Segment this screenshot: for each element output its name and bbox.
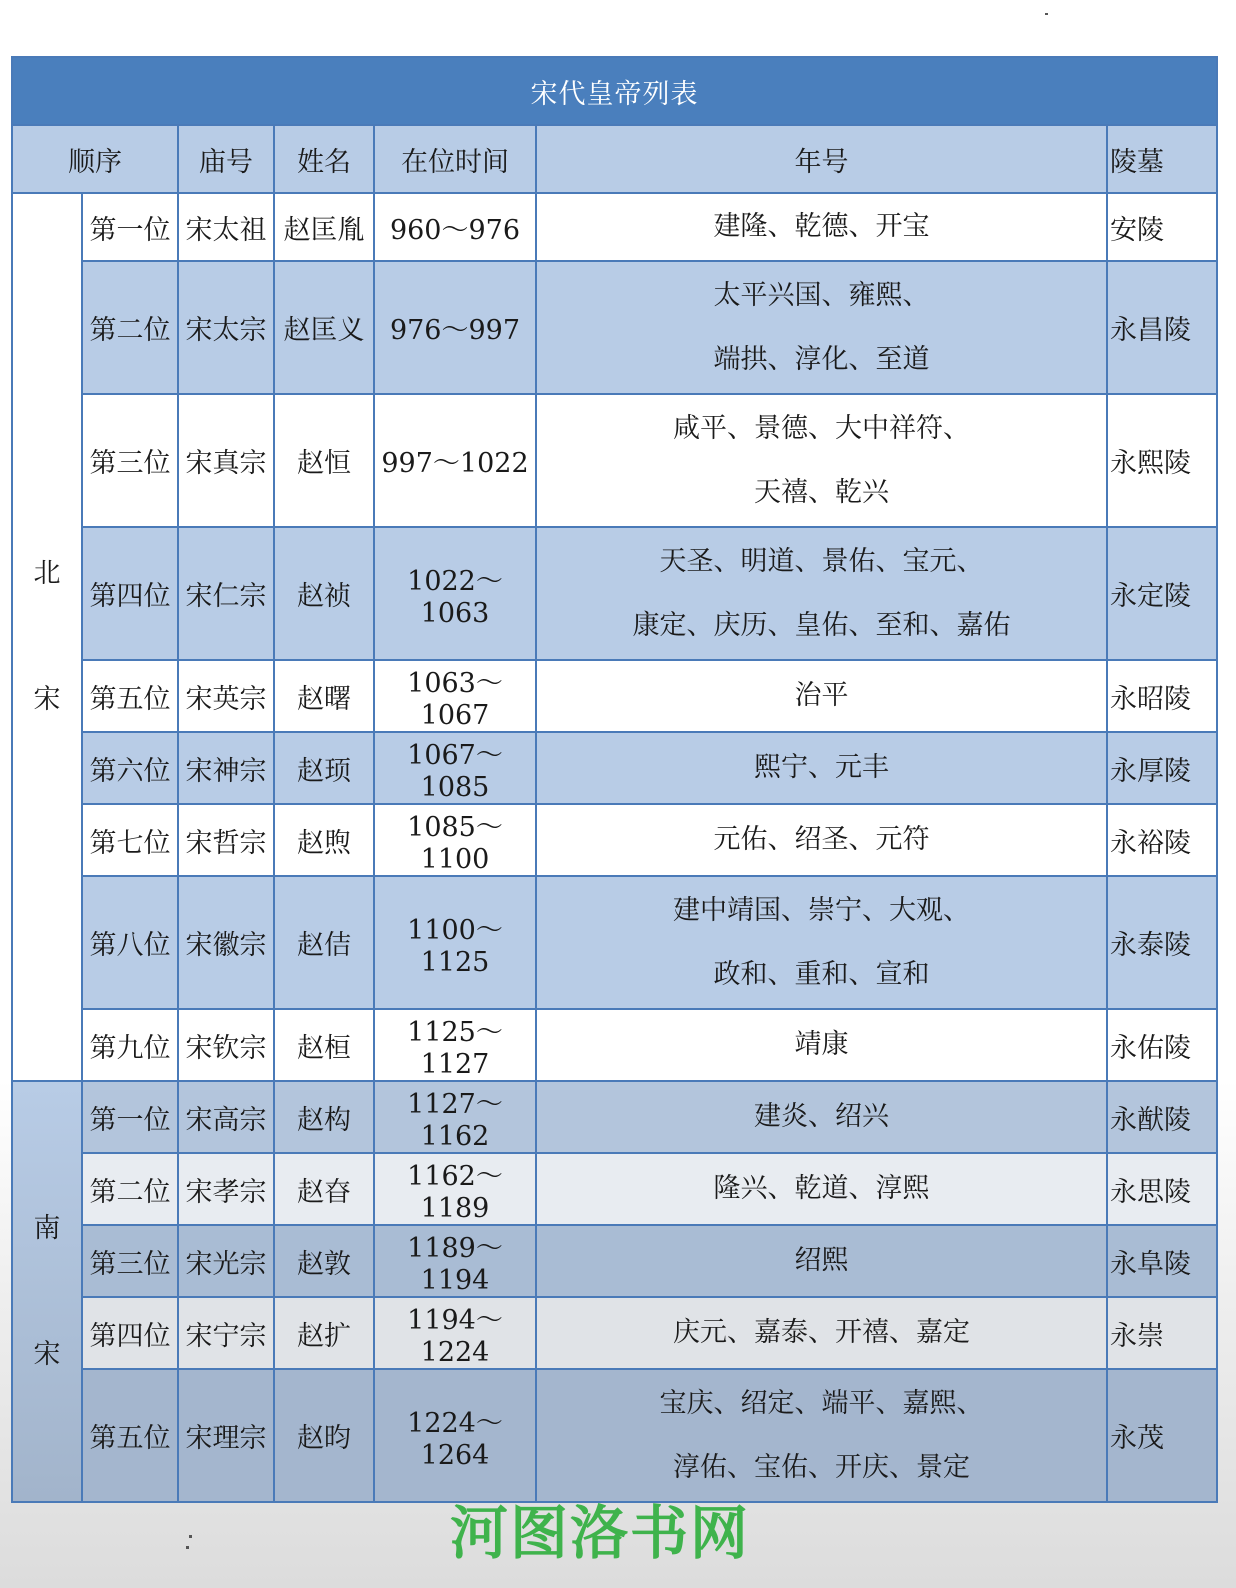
cell-era-names <box>536 660 1107 732</box>
cell-name: 赵敦 <box>274 1225 374 1297</box>
cell-tomb: 永佑陵 <box>1107 1009 1217 1081</box>
cell-temple-name: 宋仁宗 <box>178 527 274 660</box>
cell-name: 赵匡义 <box>274 261 374 394</box>
cell-temple-name: 宋宁宗 <box>178 1297 274 1369</box>
table-row <box>12 1369 1217 1502</box>
era-line: 靖康 <box>794 1029 849 1060</box>
cell-tomb: 永定陵 <box>1107 527 1217 660</box>
cell-era-names <box>536 1081 1107 1153</box>
table-row <box>12 660 1217 732</box>
cell-name: 赵顼 <box>274 732 374 804</box>
cell-temple-name: 宋真宗 <box>178 394 274 527</box>
table-row <box>12 1153 1217 1225</box>
cell-name: 赵昀 <box>274 1369 374 1502</box>
cell-reign: 1194～1224 <box>374 1297 536 1369</box>
cell-era-names <box>536 1297 1107 1369</box>
cell-reign: 997～1022 <box>374 394 536 527</box>
header-name: 姓名 <box>274 125 374 193</box>
table-row <box>12 527 1217 660</box>
era-line: 淳佑、宝佑、开庆、景定 <box>673 1451 970 1483</box>
cell-name: 赵祯 <box>274 527 374 660</box>
dynasty-label-char: 南 <box>33 1212 61 1244</box>
table-row <box>12 1225 1217 1297</box>
table-row <box>12 1009 1217 1081</box>
cell-tomb: 永裕陵 <box>1107 804 1217 876</box>
cell-reign: 1067～1085 <box>374 732 536 804</box>
cell-name: 赵恒 <box>274 394 374 527</box>
cell-era-names <box>536 1009 1107 1081</box>
cell-reign: 1224～1264 <box>374 1369 536 1502</box>
table-title: 宋代皇帝列表 <box>12 57 1217 125</box>
header-temple-name: 庙号 <box>178 125 274 193</box>
header-tomb: 陵墓 <box>1107 125 1217 193</box>
cell-temple-name: 宋神宗 <box>178 732 274 804</box>
cell-order: 第二位 <box>82 1153 178 1225</box>
cell-temple-name: 宋哲宗 <box>178 804 274 876</box>
cell-tomb: 永泰陵 <box>1107 876 1217 1009</box>
era-line: 政和、重和、宣和 <box>713 958 930 990</box>
cell-reign: 1085～1100 <box>374 804 536 876</box>
cell-tomb: 永茂 <box>1107 1369 1217 1502</box>
era-line: 建中靖国、崇宁、大观、 <box>673 894 970 926</box>
table-row <box>12 876 1217 1009</box>
table-row <box>12 804 1217 876</box>
era-line: 建炎、绍兴 <box>754 1101 889 1132</box>
cell-name: 赵佶 <box>274 876 374 1009</box>
cell-temple-name: 宋理宗 <box>178 1369 274 1502</box>
dynasty-label <box>12 193 82 1081</box>
cell-era-names <box>536 804 1107 876</box>
cell-era-names <box>536 1225 1107 1297</box>
dynasty-label-char: 宋 <box>33 684 61 715</box>
cell-order: 第五位 <box>82 660 178 732</box>
era-line: 端拱、淳化、至道 <box>713 343 930 375</box>
cell-temple-name: 宋徽宗 <box>178 876 274 1009</box>
cell-era-names <box>536 732 1107 804</box>
table-row <box>12 394 1217 527</box>
cell-temple-name: 宋太祖 <box>178 193 274 261</box>
era-line: 天禧、乾兴 <box>754 476 889 508</box>
dynasty-label <box>12 1081 82 1502</box>
cell-era-names <box>536 1153 1107 1225</box>
era-line: 隆兴、乾道、淳熙 <box>713 1173 930 1204</box>
cell-temple-name: 宋光宗 <box>178 1225 274 1297</box>
cell-reign: 1127～1162 <box>374 1081 536 1153</box>
era-line: 天圣、明道、景佑、宝元、 <box>659 545 984 577</box>
header-order: 顺序 <box>12 125 178 193</box>
cell-era-names <box>536 193 1107 261</box>
cell-tomb: 永思陵 <box>1107 1153 1217 1225</box>
cell-order: 第七位 <box>82 804 178 876</box>
cell-tomb: 永熙陵 <box>1107 394 1217 527</box>
cell-tomb: 永厚陵 <box>1107 732 1217 804</box>
cell-tomb: 永昭陵 <box>1107 660 1217 732</box>
dynasty-label-char: 北 <box>33 558 61 589</box>
cell-temple-name: 宋孝宗 <box>178 1153 274 1225</box>
header-reign: 在位时间 <box>374 125 536 193</box>
era-line: 熙宁、元丰 <box>754 752 889 783</box>
dynasty-label-char: 宋 <box>33 1338 61 1370</box>
cell-tomb: 永昌陵 <box>1107 261 1217 394</box>
cell-tomb: 永猷陵 <box>1107 1081 1217 1153</box>
cell-temple-name: 宋太宗 <box>178 261 274 394</box>
cell-order: 第四位 <box>82 527 178 660</box>
cell-order: 第八位 <box>82 876 178 1009</box>
era-line: 宝庆、绍定、端平、嘉熙、 <box>659 1387 984 1419</box>
table-row <box>12 732 1217 804</box>
cell-order: 第一位 <box>82 193 178 261</box>
table-row <box>12 1081 1217 1153</box>
cell-order: 第三位 <box>82 1225 178 1297</box>
cell-reign: 1063～1067 <box>374 660 536 732</box>
cell-order: 第三位 <box>82 394 178 527</box>
cell-reign: 960～976 <box>374 193 536 261</box>
cell-name: 赵构 <box>274 1081 374 1153</box>
cell-tomb: 永崇 <box>1107 1297 1217 1369</box>
cell-order: 第六位 <box>82 732 178 804</box>
cell-order: 第四位 <box>82 1297 178 1369</box>
cell-temple-name: 宋英宗 <box>178 660 274 732</box>
cell-reign: 1162～1189 <box>374 1153 536 1225</box>
table-row <box>12 261 1217 394</box>
era-line: 绍熙 <box>794 1245 849 1276</box>
cell-name: 赵匡胤 <box>274 193 374 261</box>
cell-reign: 1022～1063 <box>374 527 536 660</box>
cell-order: 第五位 <box>82 1369 178 1502</box>
table-row <box>12 1297 1217 1369</box>
cell-name: 赵昚 <box>274 1153 374 1225</box>
cell-era-names <box>536 261 1107 394</box>
cell-name: 赵曙 <box>274 660 374 732</box>
cell-era-names <box>536 876 1107 1009</box>
cell-reign: 976～997 <box>374 261 536 394</box>
cell-name: 赵扩 <box>274 1297 374 1369</box>
cell-order: 第九位 <box>82 1009 178 1081</box>
era-line: 咸平、景德、大中祥符、 <box>673 412 970 444</box>
cell-era-names <box>536 1369 1107 1502</box>
cell-reign: 1189～1194 <box>374 1225 536 1297</box>
cell-era-names <box>536 394 1107 527</box>
cell-name: 赵煦 <box>274 804 374 876</box>
watermark-text: 河图洛书网 <box>449 1499 750 1567</box>
cell-tomb: 安陵 <box>1107 193 1217 261</box>
cell-reign: 1125～1127 <box>374 1009 536 1081</box>
cell-temple-name: 宋钦宗 <box>178 1009 274 1081</box>
header-row <box>12 125 1217 193</box>
cell-order: 第二位 <box>82 261 178 394</box>
era-line: 元佑、绍圣、元符 <box>713 824 930 855</box>
era-line: 建隆、乾德、开宝 <box>713 211 930 242</box>
song-emperors-table <box>11 56 1218 1503</box>
era-line: 治平 <box>794 680 849 711</box>
cell-order: 第一位 <box>82 1081 178 1153</box>
cell-name: 赵桓 <box>274 1009 374 1081</box>
cell-reign: 1100～1125 <box>374 876 536 1009</box>
cell-era-names <box>536 527 1107 660</box>
cell-temple-name: 宋高宗 <box>178 1081 274 1153</box>
cell-tomb: 永阜陵 <box>1107 1225 1217 1297</box>
table-row <box>12 193 1217 261</box>
era-line: 太平兴国、雍熙、 <box>713 279 930 311</box>
header-era-names: 年号 <box>536 125 1107 193</box>
speck <box>1045 13 1048 15</box>
era-line: 康定、庆历、皇佑、至和、嘉佑 <box>632 609 1011 641</box>
era-line: 庆元、嘉泰、开禧、嘉定 <box>673 1317 970 1348</box>
